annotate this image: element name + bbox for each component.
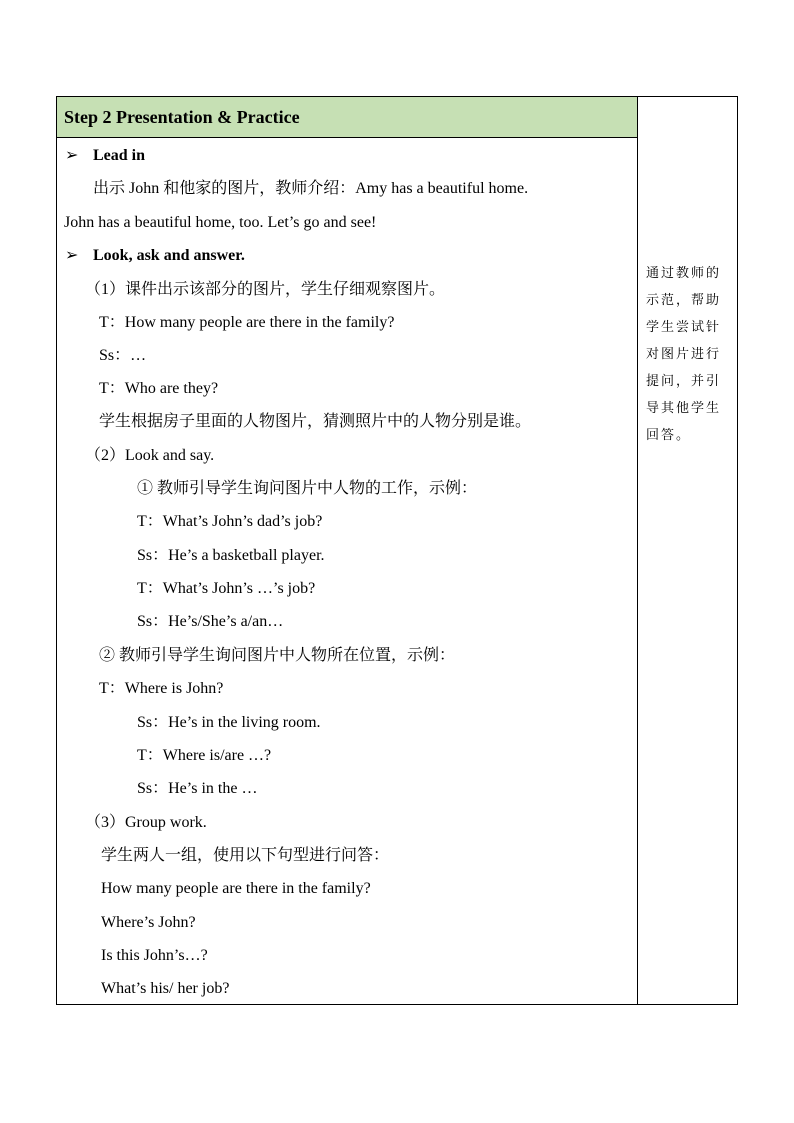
section-title: Step 2 Presentation & Practice bbox=[64, 107, 300, 127]
text-line-6: T：Who are they? bbox=[99, 380, 219, 397]
arrow-bullet-icon: ➢ bbox=[65, 247, 79, 264]
text-line-24: What’s his/ her job? bbox=[101, 980, 230, 997]
column-divider bbox=[637, 97, 638, 1004]
text-line-10: T：What’s John’s dad’s job? bbox=[137, 513, 323, 530]
bullet-lead-in bbox=[65, 146, 145, 166]
text-line-15: T：Where is John? bbox=[99, 680, 224, 697]
bullet-lead-in-label: Lead in bbox=[93, 147, 146, 164]
teaching-note: 通过教师的示范，帮助学生尝试针对图片进行提问，并引导其他学生回答。 bbox=[646, 266, 722, 443]
bullet-look-ask bbox=[65, 246, 245, 266]
text-line-21: How many people are there in the family? bbox=[101, 880, 371, 897]
text-line-7: 学生根据房子里面的人物图片，猜测照片中的人物分别是谁。 bbox=[99, 413, 532, 430]
text-line-18: Ss：He’s in the … bbox=[137, 780, 258, 797]
text-line-8: （2）Look and say. bbox=[85, 447, 215, 464]
text-line-3: （1）课件出示该部分的图片，学生仔细观察图片。 bbox=[85, 281, 446, 298]
text-line-2: John has a beautiful home, too. Let’s go and see! bbox=[64, 214, 377, 231]
text-line-17: T：Where is/are …? bbox=[137, 747, 272, 764]
text-line-1: 出示 John 和他家的图片，教师介绍：Amy has a beautiful home. bbox=[93, 180, 529, 197]
text-line-19: （3）Group work. bbox=[85, 814, 207, 831]
text-line-14: ② 教师引导学生询问图片中人物所在位置，示例： bbox=[99, 647, 456, 664]
text-line-23: Is this John’s…? bbox=[101, 947, 208, 964]
text-line-20: 学生两人一组，使用以下句型进行问答： bbox=[101, 847, 390, 864]
text-line-4: T：How many people are there in the family? bbox=[99, 314, 395, 331]
text-line-12: T：What’s John’s …’s job? bbox=[137, 580, 316, 597]
arrow-bullet-icon: ➢ bbox=[65, 147, 79, 164]
text-line-13: Ss：He’s/She’s a/an… bbox=[137, 613, 284, 630]
section-header bbox=[57, 97, 637, 138]
text-line-9: ① 教师引导学生询问图片中人物的工作，示例： bbox=[137, 480, 478, 497]
lesson-plan-table bbox=[56, 96, 738, 1005]
text-line-5: Ss：… bbox=[99, 347, 147, 364]
text-line-22: Where’s John? bbox=[101, 914, 196, 931]
text-line-16: Ss：He’s in the living room. bbox=[137, 714, 321, 731]
text-line-11: Ss：He’s a basketball player. bbox=[137, 547, 325, 564]
bullet-look-ask-label: Look, ask and answer. bbox=[93, 247, 245, 264]
